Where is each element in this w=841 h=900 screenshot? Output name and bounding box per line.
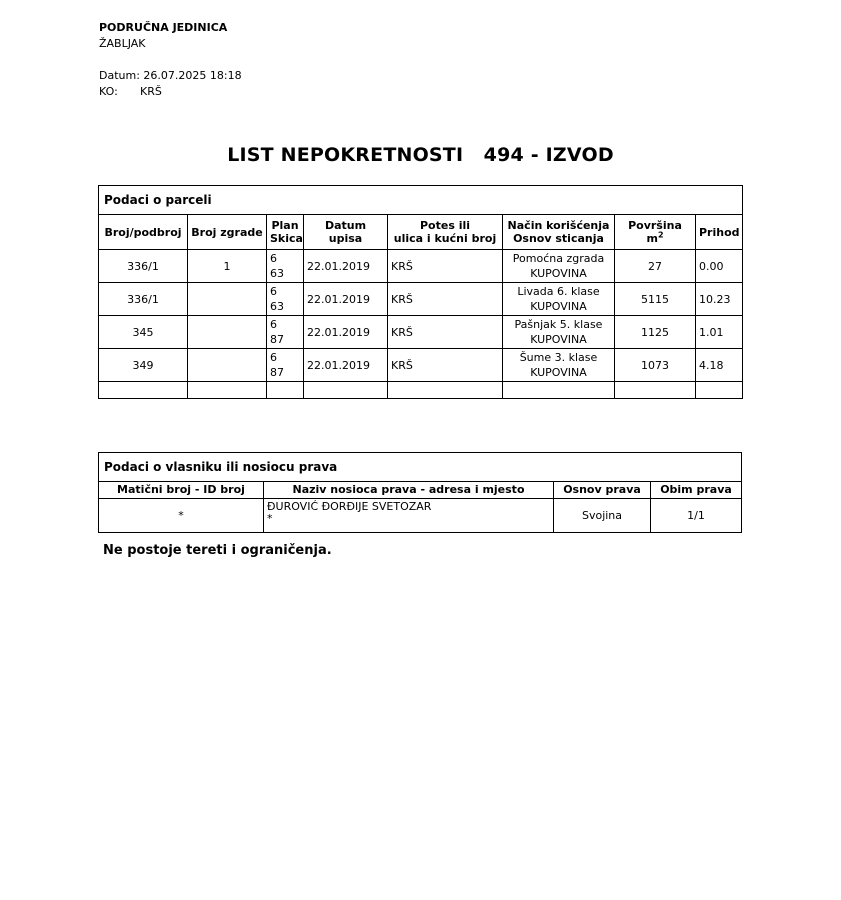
col-povrsina: [615, 215, 696, 250]
cell-nacin: Pašnjak 5. klase: [514, 318, 603, 331]
cell-broj: 349: [99, 349, 188, 382]
empty-cell: [503, 382, 615, 399]
document-title: LIST NEPOKRETNOSTI 494 - IZVOD: [227, 144, 614, 166]
parcel-table: [98, 185, 743, 399]
table-row: [99, 283, 743, 316]
cell-nacin-osnov: [503, 349, 615, 382]
parcel-column-headers: [99, 215, 743, 250]
col-skica-label: Skica: [270, 232, 303, 245]
col-potes-line1: Potes ili: [419, 219, 471, 232]
owner-column-headers: [99, 482, 742, 499]
cell-povrsina: 1125: [615, 316, 696, 349]
cell-osnov-prava: Svojina: [554, 499, 651, 533]
date-label: Datum:: [99, 69, 140, 82]
cell-nacin-osnov: [503, 250, 615, 283]
col-prihod: Prihod: [696, 215, 743, 250]
cell-prihod: 4.18: [696, 349, 743, 382]
empty-row: [99, 382, 743, 399]
col-nacin-line1: Način korišćenja: [507, 219, 610, 232]
cell-plan-skica: [267, 283, 304, 316]
cell-prihod: 10.23: [696, 283, 743, 316]
table-row: [99, 499, 742, 533]
cell-skica: 63: [270, 300, 284, 313]
cell-datum: 22.01.2019: [304, 349, 388, 382]
cell-obim-prava: 1/1: [651, 499, 742, 533]
ko-label: KO:: [99, 85, 118, 98]
cell-datum: 22.01.2019: [304, 316, 388, 349]
document-meta: [99, 68, 242, 100]
cell-prihod: 1.01: [696, 316, 743, 349]
date-line: [99, 68, 242, 84]
cell-zgrada: 1: [188, 250, 267, 283]
col-povrsina-sup: 2: [657, 230, 664, 240]
parcel-section-title: Podaci o parceli: [99, 186, 743, 215]
ko-line: [99, 84, 242, 100]
table-row: [99, 349, 743, 382]
col-povrsina-label: Površina m: [628, 219, 682, 245]
empty-cell: [388, 382, 503, 399]
col-potes-line2: ulica i kućni broj: [393, 232, 497, 245]
cell-povrsina: 1073: [615, 349, 696, 382]
unit-name: ŽABLJAK: [99, 37, 146, 50]
col-plan-skica: [267, 215, 304, 250]
col-nacin: [503, 215, 615, 250]
col-datum-upisa: Datum upisa: [304, 215, 388, 250]
col-nacin-line2: Osnov sticanja: [513, 232, 604, 245]
cell-povrsina: 5115: [615, 283, 696, 316]
cell-broj: 345: [99, 316, 188, 349]
col-maticni: Matični broj - ID broj: [99, 482, 264, 499]
cell-plan: 6: [270, 252, 277, 265]
cell-broj: 336/1: [99, 283, 188, 316]
empty-cell: [267, 382, 304, 399]
cell-nacin-osnov: [503, 283, 615, 316]
cell-datum: 22.01.2019: [304, 250, 388, 283]
cell-skica: 63: [270, 267, 284, 280]
empty-cell: [99, 382, 188, 399]
cell-zgrada: [188, 349, 267, 382]
cell-datum: 22.01.2019: [304, 283, 388, 316]
cell-potes: KRŠ: [388, 316, 503, 349]
empty-cell: [615, 382, 696, 399]
empty-cell: [188, 382, 267, 399]
cell-plan-skica: [267, 250, 304, 283]
ko-value: KRŠ: [140, 85, 162, 98]
cell-plan: 6: [270, 285, 277, 298]
office-header: [99, 20, 227, 52]
col-osnov-prava: Osnov prava: [554, 482, 651, 499]
cell-osnov: KUPOVINA: [530, 300, 587, 313]
cell-zgrada: [188, 283, 267, 316]
cell-povrsina: 27: [615, 250, 696, 283]
col-broj-zgrade: Broj zgrade: [188, 215, 267, 250]
cell-prihod: 0.00: [696, 250, 743, 283]
owner-name: ĐUROVIĆ ĐORĐIJE SVETOZAR: [267, 500, 432, 513]
cell-skica: 87: [270, 366, 284, 379]
cell-plan: 6: [270, 351, 277, 364]
owner-address: *: [267, 512, 273, 525]
col-plan-label: Plan: [271, 219, 299, 232]
table-row: [99, 316, 743, 349]
cell-nacin: Pomoćna zgrada: [512, 252, 605, 265]
cell-plan: 6: [270, 318, 277, 331]
cell-skica: 87: [270, 333, 284, 346]
cell-osnov: KUPOVINA: [530, 366, 587, 379]
cell-potes: KRŠ: [388, 349, 503, 382]
encumbrance-note: Ne postoje tereti i ograničenja.: [103, 543, 332, 558]
cell-plan-skica: [267, 316, 304, 349]
col-potes: [388, 215, 503, 250]
cell-nacin: Livada 6. klase: [517, 285, 600, 298]
cell-potes: KRŠ: [388, 283, 503, 316]
cell-nacin: Šume 3. klase: [519, 351, 598, 364]
col-obim-prava: Obim prava: [651, 482, 742, 499]
owner-section-title: Podaci o vlasniku ili nosiocu prava: [99, 453, 742, 482]
cell-naziv: [264, 499, 554, 533]
table-row: [99, 250, 743, 283]
cell-nacin-osnov: [503, 316, 615, 349]
owner-table: [98, 452, 742, 533]
cell-plan-skica: [267, 349, 304, 382]
unit-label: PODRUČNA JEDINICA: [99, 21, 228, 34]
cell-broj: 336/1: [99, 250, 188, 283]
cell-osnov: KUPOVINA: [530, 267, 587, 280]
cell-zgrada: [188, 316, 267, 349]
cell-maticni: *: [99, 499, 264, 533]
cell-osnov: KUPOVINA: [530, 333, 587, 346]
col-naziv: Naziv nosioca prava - adresa i mjesto: [264, 482, 554, 499]
col-broj-podbroj: Broj/podbroj: [99, 215, 188, 250]
date-value: 26.07.2025 18:18: [143, 69, 242, 82]
cell-potes: KRŠ: [388, 250, 503, 283]
empty-cell: [696, 382, 743, 399]
empty-cell: [304, 382, 388, 399]
